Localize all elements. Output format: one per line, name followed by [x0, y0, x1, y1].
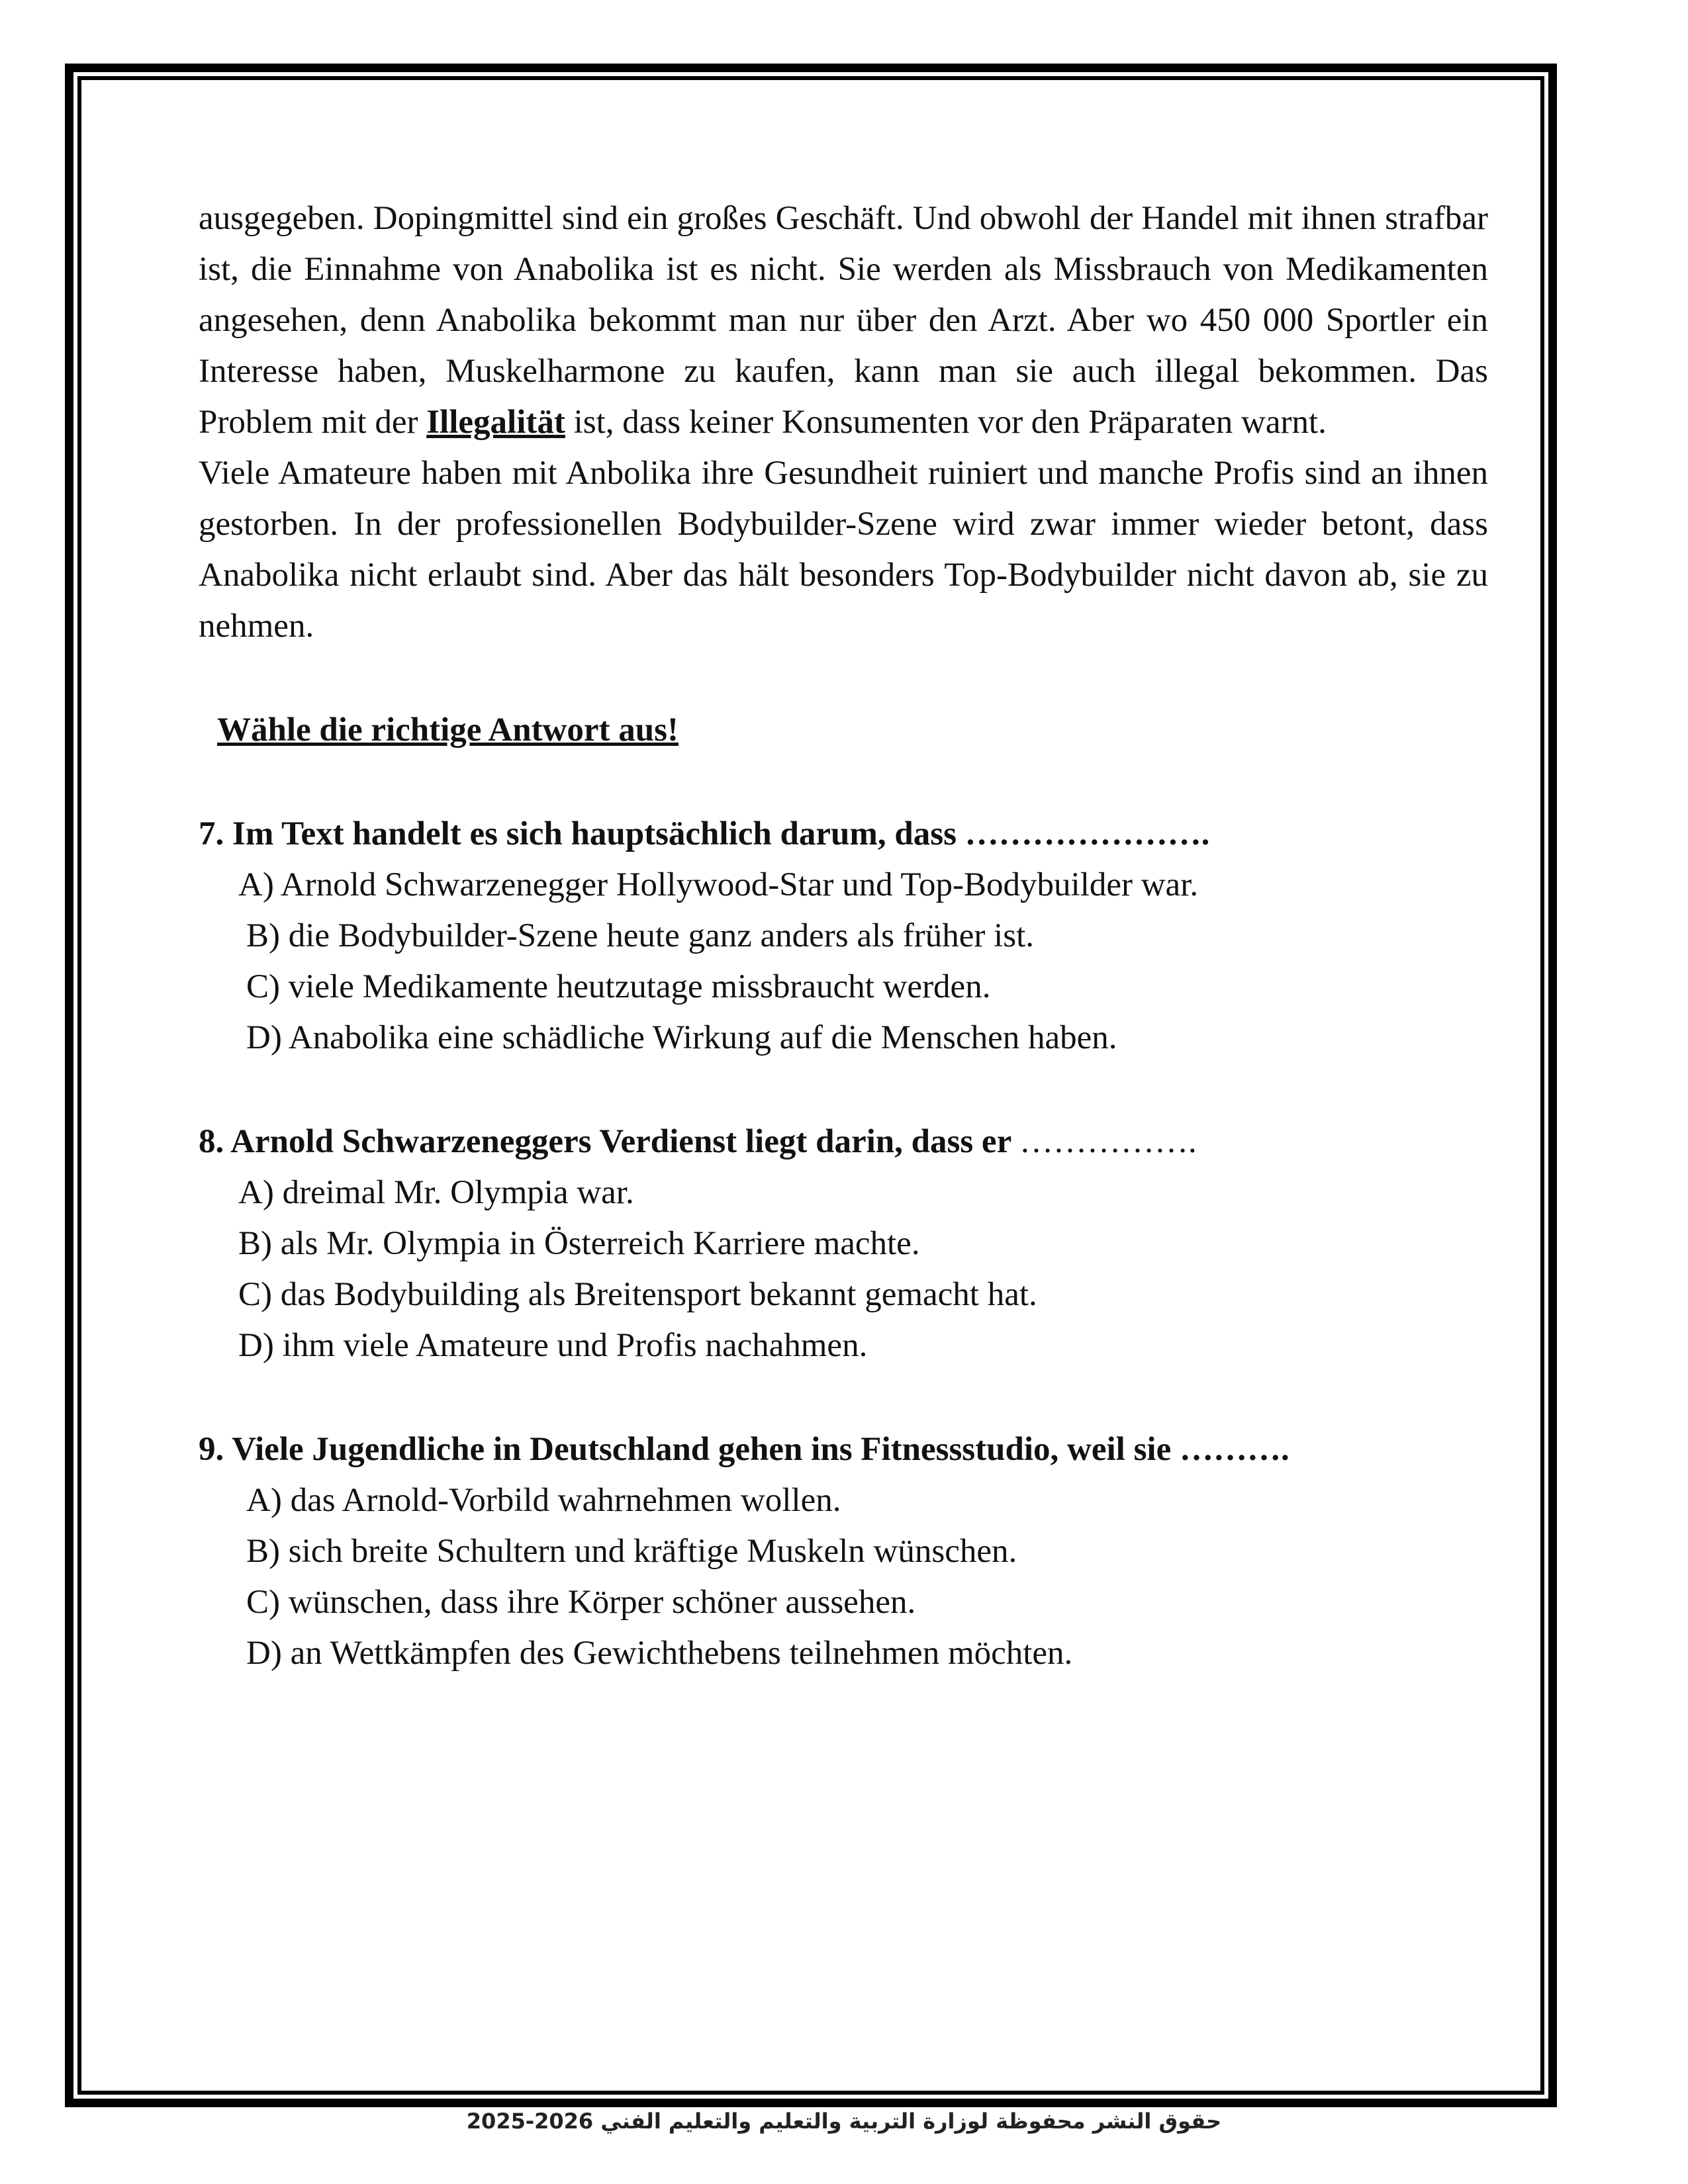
question-7	[199, 809, 1488, 1064]
highlighted-word: Illegalität	[426, 404, 565, 441]
option-c[interactable]: C) das Bodybuilding als Breitensport bekannt gemacht hat.	[238, 1276, 1037, 1313]
question-8	[199, 1116, 1488, 1371]
option-d[interactable]: D) an Wettkämpfen des Gewichthebens teilnehmen möchten.	[246, 1635, 1073, 1672]
passage-paragraph-1	[199, 193, 1488, 448]
question-9	[199, 1424, 1488, 1679]
copyright-footer: حقوق النشر محفوظة لوزارة التربية والتعليم والتعليم الفني 2026-2025	[466, 2109, 1222, 2134]
option-a[interactable]: A) Arnold Schwarzenegger Hollywood-Star und Top-Bodybuilder war.	[238, 866, 1199, 903]
option-a[interactable]: A) das Arnold-Vorbild wahrnehmen wollen.	[246, 1482, 841, 1519]
document-body	[199, 193, 1488, 1679]
option-b[interactable]: B) als Mr. Olympia in Österreich Karriere machte.	[238, 1225, 920, 1262]
option-d[interactable]: D) ihm viele Amateure und Profis nachahmen.	[238, 1327, 868, 1364]
answer-blank: ………………….	[964, 815, 1210, 852]
option-c[interactable]: C) wünschen, dass ihre Körper schöner aussehen.	[246, 1584, 916, 1621]
option-c[interactable]: C) viele Medikamente heutzutage missbraucht werden.	[246, 968, 991, 1005]
passage-text: ist, dass keiner Konsumenten vor den Präparaten warnt.	[565, 404, 1327, 441]
option-d[interactable]: D) Anabolika eine schädliche Wirkung auf die Menschen haben.	[246, 1019, 1117, 1056]
passage-text: ausgegeben. Dopingmittel sind ein großes Geschäft. Und obwohl der Handel mit ihnen strafbar ist, die Einnahme von Anabolika ist es nicht. Sie werden als Missbrauch von Medikamenten angesehen, denn Anabolika bekommt man nur über den Arzt. Aber wo 450 000 Sportler ein Interesse haben, Muskelharmone zu kaufen, kann man sie auch illegal bekommen. Das Problem mit der	[199, 200, 1488, 441]
question-stem: 9. Viele Jugendliche in Deutschland gehen ins Fitnessstudio, weil sie ……….	[199, 1431, 1289, 1468]
answer-blank: ……….	[1180, 1431, 1289, 1468]
option-b[interactable]: B) die Bodybuilder-Szene heute ganz anders als früher ist.	[246, 917, 1035, 954]
option-a[interactable]: A) dreimal Mr. Olympia war.	[238, 1174, 634, 1211]
passage-paragraph-2: Viele Amateure haben mit Anbolika ihre Gesundheit ruiniert und manche Profis sind an ihnen gestorben. In der professionellen Bodybuilder-Szene wird zwar immer wieder betont, dass Anabolika nicht erlaubt sind. Aber das hält besonders Top-Bodybuilder nicht davon ab, sie zu nehmen.	[199, 455, 1488, 645]
instruction-heading: Wähle die richtige Antwort aus!	[217, 711, 679, 749]
question-stem: 8. Arnold Schwarzeneggers Verdienst liegt darin, dass er …………….	[199, 1123, 1197, 1160]
answer-blank: …………….	[1019, 1123, 1197, 1160]
question-stem: 7. Im Text handelt es sich hauptsächlich darum, dass ………………….	[199, 815, 1210, 852]
option-b[interactable]: B) sich breite Schultern und kräftige Muskeln wünschen.	[246, 1533, 1017, 1570]
